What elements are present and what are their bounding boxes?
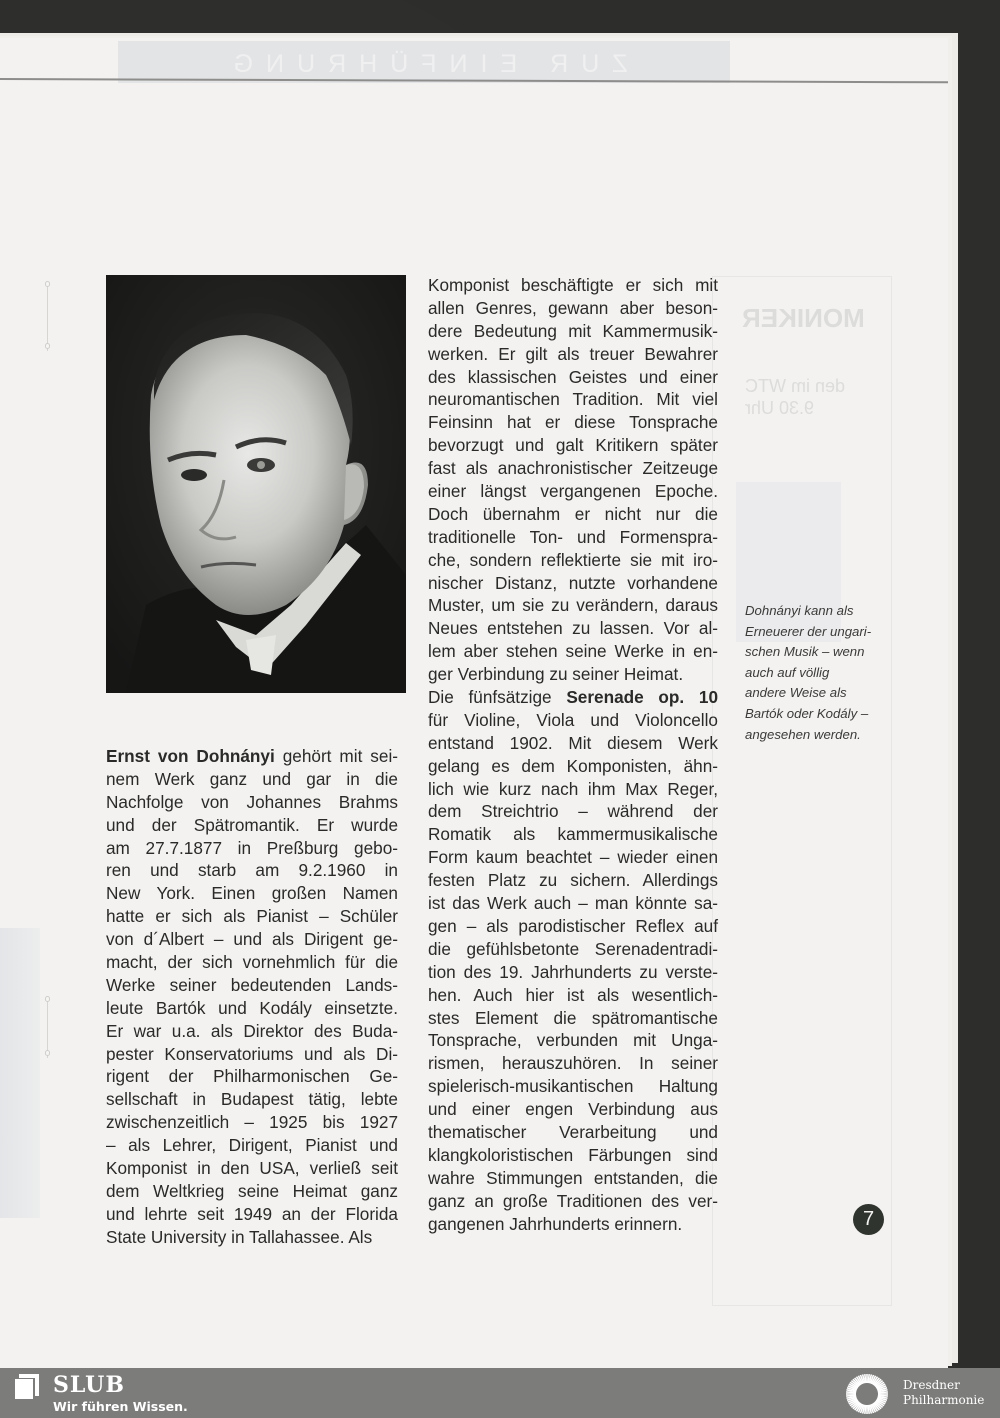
text-run: Komponist beschäftigte er sich mit (428, 275, 718, 295)
section-title: ZUR EINFÜHRUNG (220, 50, 628, 78)
text-line (428, 686, 718, 709)
text-run: hatte er sich als Pianist – Schüler (106, 906, 398, 927)
text-line (428, 480, 718, 503)
text-line (428, 663, 718, 686)
sidenote-line: Erneuerer der ungari- (745, 623, 872, 639)
text-line (106, 951, 398, 974)
text-line (428, 297, 718, 320)
text-run: rigent der Philharmonischen Ge- (106, 1066, 398, 1087)
text-line (428, 961, 718, 984)
text-run: Feinsinn hat er diese Tonsprache (428, 412, 718, 433)
text-run: stes Element die spätromantische (428, 1007, 718, 1028)
text-line (106, 1203, 398, 1226)
text-run: Form kaum beachtet – wieder einen (428, 847, 718, 868)
bold-term: Ernst von Dohnányi (106, 746, 275, 766)
text-line (106, 814, 398, 837)
document-page (0, 38, 948, 1368)
text-run: gen – als parodistischer Reflex auf (428, 915, 718, 936)
text-line (428, 778, 718, 801)
text-run: che, sondern reflektierte sie mit iro- (428, 549, 718, 570)
text-line (428, 1098, 718, 1121)
text-run: und der Spätromantik. Er wurde (106, 814, 398, 835)
page-number-badge: 7 (853, 1204, 884, 1235)
text-line (106, 1020, 398, 1043)
bleed-through-text: den im WTC (745, 376, 846, 396)
text-line (428, 823, 718, 846)
text-run: State University in Tallahassee. Als (106, 1226, 373, 1247)
page-shadow (0, 928, 40, 1218)
text-run: dem Streichtrio – während der (428, 801, 718, 822)
text-line (428, 274, 718, 297)
logo-ray (878, 1395, 888, 1396)
text-run: dere Bedeutung mit Kammermusik- (428, 320, 718, 341)
text-line (106, 905, 398, 928)
bold-term: Serenade op. 10 (566, 687, 719, 708)
text-line (428, 343, 718, 366)
text-line (428, 320, 718, 343)
text-run: rismen, herauszuhören. In seiner (428, 1053, 718, 1074)
text-line (428, 800, 718, 823)
text-run: dem Weltkrieg seine Heimat ganz (106, 1180, 398, 1201)
text-run: leute Bartók und Kodály einsetzte. (106, 997, 398, 1018)
text-line (106, 974, 398, 997)
text-run: Die fünfsätzige (428, 687, 567, 708)
text-line (428, 1052, 718, 1075)
text-run: Romatik als kammermusikalische (428, 824, 718, 845)
slub-brand-name[interactable]: SLUB (53, 1372, 125, 1398)
text-line (428, 732, 718, 755)
text-line (106, 768, 398, 791)
logo-ray (868, 1374, 869, 1383)
dresdner-philharmonie-brand[interactable] (903, 1378, 984, 1408)
text-run: New York. Einen großen Namen (106, 883, 398, 904)
text-run: – als Lehrer, Dirigent, Pianist und (106, 1135, 398, 1156)
sidenote-line: schen Musik – wenn (745, 644, 865, 660)
text-line (428, 503, 718, 526)
text-run: fast als anachronistischer Zeitzeuge (428, 458, 718, 479)
text-line (106, 1088, 398, 1111)
text-line (428, 755, 718, 778)
text-line (428, 915, 718, 938)
text-line (106, 1157, 398, 1180)
text-line (428, 572, 718, 595)
text-line (428, 617, 718, 640)
text-run: am 27.7.1877 in Preßburg gebo- (106, 837, 398, 858)
text-run: lem aber stehen seine Werke in en- (428, 641, 718, 662)
text-line (428, 594, 718, 617)
text-run: gelang es dem Komponisten, ähn- (428, 755, 718, 776)
text-run: neuromantischen Tradition. Mit viel (428, 389, 718, 410)
text-line (428, 1213, 718, 1236)
binding-staple (47, 281, 50, 351)
text-run: Doch übernahm er nicht nur die (428, 503, 718, 524)
text-line (428, 1007, 718, 1030)
logo-ray (865, 1405, 866, 1414)
text-line (428, 846, 718, 869)
text-run: wahre Stimmungen entstanden, die (428, 1167, 718, 1188)
text-line (428, 1144, 718, 1167)
text-line (106, 1065, 398, 1088)
text-line (428, 1075, 718, 1098)
text-line (106, 745, 398, 768)
text-run: spielerisch-musikantischen Haltung (428, 1076, 718, 1097)
brand-line: Philharmonie (903, 1393, 985, 1407)
text-line (428, 938, 718, 961)
text-line (428, 434, 718, 457)
text-line (428, 457, 718, 480)
sidenote-line: auch auf völlig (745, 664, 830, 680)
bleed-through-frame (712, 276, 892, 1306)
text-run: sellschaft in Budapest tätig, lebte (106, 1089, 398, 1110)
text-run: Muster, um sie zu verändern, daraus (428, 595, 718, 616)
text-run: gangenen Jahrhunderts erinnern. (428, 1213, 683, 1234)
text-run: Werke seiner bedeutenden Lands- (106, 974, 398, 995)
text-line (428, 366, 718, 389)
text-line (428, 640, 718, 663)
text-run: traditionelle Ton- und Formenspra- (428, 526, 718, 547)
text-run: Er war u.a. als Direktor des Buda- (106, 1020, 398, 1041)
text-line (106, 997, 398, 1020)
text-run: für Violine, Viola und Violoncello (428, 709, 718, 730)
text-run: ren und starb am 9.2.1960 in (106, 860, 398, 881)
text-run: die gefühlsbetonte Serenadentradi- (428, 938, 718, 959)
bleed-through-text: 9.30 Uhr (745, 398, 815, 418)
text-line (428, 984, 718, 1007)
text-run: Neues entstehen zu lassen. Vor al- (428, 618, 718, 639)
portrait-photo (106, 275, 406, 693)
text-line (106, 1111, 398, 1134)
article-column-left (106, 745, 398, 1249)
article-column-middle (428, 274, 718, 1235)
sidenote (745, 601, 895, 745)
text-run: entstand 1902. Mit diesem Werk (428, 732, 718, 753)
text-run: zwischenzeitlich – 1925 bis 1927 (106, 1112, 398, 1133)
text-run: tion des 19. Jahrhunderts zu verste- (428, 961, 718, 982)
text-line (106, 1043, 398, 1066)
text-run: macht, der sich vornehmlich für die (106, 952, 398, 973)
text-run: ist das Werk auch – man könnte sa- (428, 893, 718, 914)
text-run: und einer engen Verbindung aus (428, 1099, 718, 1120)
binding-staple (47, 996, 50, 1058)
text-line (428, 1029, 718, 1052)
text-run: pester Konservatoriums und als Di- (106, 1043, 398, 1064)
logo-ray (846, 1392, 856, 1393)
text-line (428, 1121, 718, 1144)
slub-tagline: Wir führen Wissen. (53, 1399, 188, 1414)
text-run: werken. Er gilt als treuer Bewahrer (428, 343, 718, 364)
text-run: und lehrte seit 1949 an der Florida (106, 1203, 398, 1224)
text-line (106, 1180, 398, 1203)
text-line (428, 1190, 718, 1213)
sidenote-line: Bartók oder Kodály – (745, 705, 869, 721)
slub-logo-icon (13, 1372, 41, 1400)
section-header-band (118, 41, 730, 83)
text-run: hen. Auch hier ist als wesentlich- (428, 984, 718, 1005)
bleed-through-heading: MONIKER (742, 303, 865, 333)
text-line (106, 882, 398, 905)
text-run: Nachfolge von Johannes Brahms (106, 791, 398, 812)
text-line (106, 859, 398, 882)
text-run: klangkoloristischen Färbungen sind (428, 1144, 718, 1165)
text-line (428, 892, 718, 915)
text-run: nischer Distanz, nutzte vorhandene (428, 572, 718, 593)
text-run: nem Werk ganz und gar in die (106, 768, 398, 789)
text-run: thematischer Verarbeitung und (428, 1121, 718, 1142)
text-run: des klassischen Geistes und einer (428, 366, 718, 387)
text-line (428, 869, 718, 892)
sidenote-line: angesehen werden. (745, 726, 861, 742)
text-line (106, 1134, 398, 1157)
text-run: lich wie kurz nach ihm Max Reger, (428, 778, 718, 799)
text-run: gehört mit sei- (274, 746, 399, 766)
brand-line: Dresdner (903, 1378, 960, 1392)
portrait-image (106, 275, 406, 693)
text-run: einer längst vergangenen Epoche. (428, 481, 718, 502)
text-run: von d´Albert – und als Dirigent ge- (106, 929, 398, 950)
text-line (106, 928, 398, 951)
text-run: Tonsprache, verbunden mit Unga- (428, 1030, 718, 1051)
text-run: Komponist in den USA, verließ seit (106, 1158, 398, 1179)
text-run: festen Platz zu sichern. Allerdings (428, 870, 718, 891)
sidenote-line: andere Weise als (745, 685, 847, 701)
dresdner-philharmonie-logo-icon (842, 1372, 892, 1416)
text-line (428, 388, 718, 411)
sidenote-line: Dohnányi kann als (745, 603, 854, 618)
text-line (428, 411, 718, 434)
text-line (428, 709, 718, 732)
text-line (428, 549, 718, 572)
text-line (106, 837, 398, 860)
text-line (428, 526, 718, 549)
text-run: allen Genres, gewann aber beson- (428, 297, 718, 318)
text-line (106, 791, 398, 814)
text-line (106, 1226, 398, 1249)
text-run: ganz an große Traditionen des ver- (428, 1190, 718, 1211)
text-run: bevorzugt und galt Kritikern später (428, 435, 718, 456)
text-run: ger Verbindung zu seiner Heimat. (428, 664, 684, 685)
text-line (428, 1167, 718, 1190)
footer-bar (0, 1368, 1000, 1418)
